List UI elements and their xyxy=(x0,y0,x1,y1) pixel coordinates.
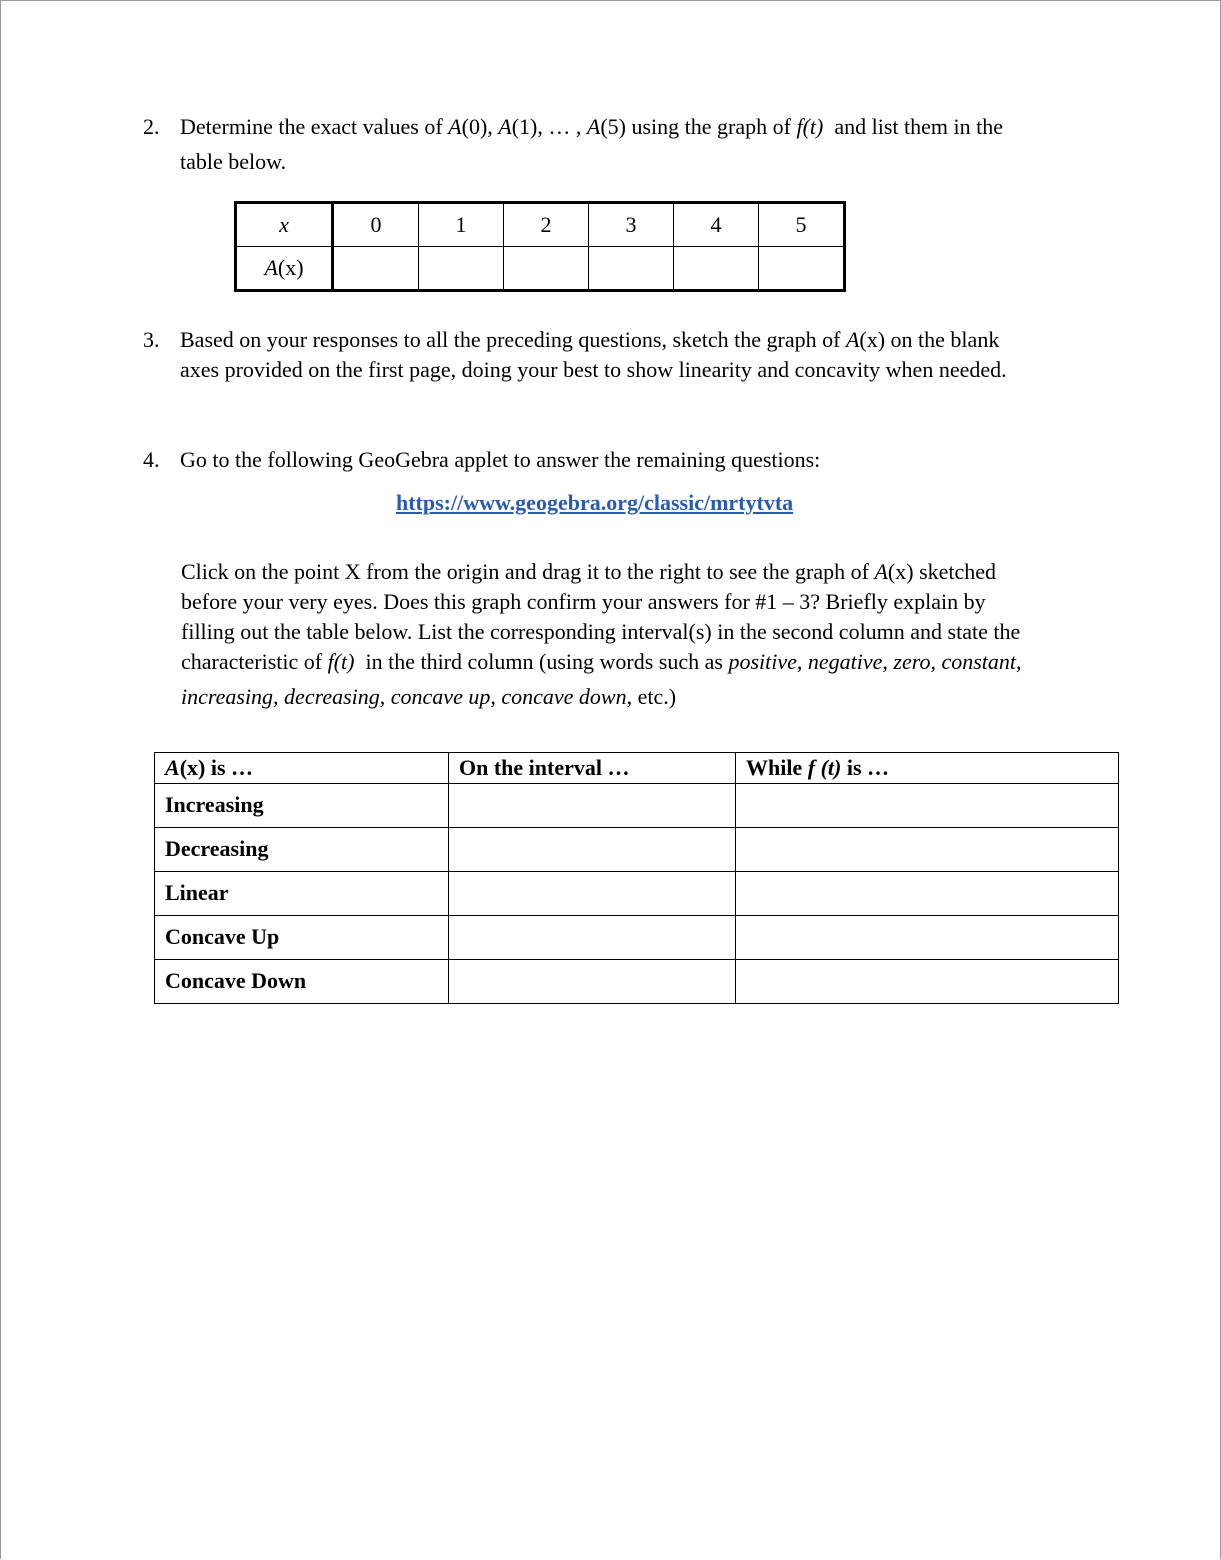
question-3-line2: axes provided on the first page, doing your best to show linearity and concavity when needed. xyxy=(180,357,1007,382)
table-row xyxy=(155,872,1119,916)
a-value-cell[interactable] xyxy=(333,247,419,291)
row-label-decreasing: Decreasing xyxy=(155,828,449,872)
header-while-f-is: While f (t) is … xyxy=(736,753,1119,784)
a-value-cell[interactable] xyxy=(674,247,759,291)
x-value: 5 xyxy=(759,203,845,247)
a-value-cell[interactable] xyxy=(504,247,589,291)
characteristic-cell[interactable] xyxy=(736,784,1119,828)
values-table-x-row xyxy=(236,203,845,247)
question-4-line1: Go to the following GeoGebra applet to answer the remaining questions: xyxy=(180,447,821,472)
x-value: 1 xyxy=(419,203,504,247)
characteristic-cell[interactable] xyxy=(736,828,1119,872)
question-2-number: 2. xyxy=(143,114,160,139)
table-row xyxy=(155,828,1119,872)
interval-cell[interactable] xyxy=(449,872,736,916)
characteristic-cell[interactable] xyxy=(736,916,1119,960)
x-value: 4 xyxy=(674,203,759,247)
values-table-a-row xyxy=(236,247,845,291)
paragraph-line1: Click on the point X from the origin and drag it to the right to see the graph of A(x) sketched xyxy=(181,559,997,584)
question-4-number: 4. xyxy=(143,447,160,472)
paragraph-line4: characteristic of f(t) in the third column (using words such as positive, negative, zero, constant, xyxy=(181,649,1022,674)
paragraph-line2: before your very eyes. Does this graph confirm your answers for #1 – 3? Briefly explain by xyxy=(181,589,986,614)
question-2-text-line2: table below. xyxy=(180,149,287,174)
row-label-concave-down: Concave Down xyxy=(155,960,449,1004)
row-label-concave-up: Concave Up xyxy=(155,916,449,960)
header-on-interval: On the interval … xyxy=(449,753,736,784)
characteristics-header-row xyxy=(155,753,1119,784)
table-row xyxy=(155,960,1119,1004)
values-table xyxy=(234,201,846,292)
interval-cell[interactable] xyxy=(449,916,736,960)
table-row xyxy=(155,784,1119,828)
paragraph-line3: filling out the table below. List the corresponding interval(s) in the second column and state the xyxy=(181,619,1021,644)
x-label: x xyxy=(236,203,333,247)
characteristic-cell[interactable] xyxy=(736,960,1119,1004)
characteristic-cell[interactable] xyxy=(736,872,1119,916)
question-3-line1: Based on your responses to all the preceding questions, sketch the graph of A(x) on the blank xyxy=(180,327,1000,352)
x-value: 0 xyxy=(333,203,419,247)
question-2-text: Determine the exact values of A(0), A(1), … , A(5) using the graph of f(t) and list them in the xyxy=(180,114,1004,139)
a-value-cell[interactable] xyxy=(419,247,504,291)
interval-cell[interactable] xyxy=(449,784,736,828)
question-3-number: 3. xyxy=(143,327,160,352)
paragraph-line5: increasing, decreasing, concave up, concave down, etc.) xyxy=(181,684,677,709)
a-value-cell[interactable] xyxy=(759,247,845,291)
table-row xyxy=(155,916,1119,960)
header-ax-is: A(x) is … xyxy=(155,753,449,784)
interval-cell[interactable] xyxy=(449,828,736,872)
x-value: 3 xyxy=(589,203,674,247)
row-label-linear: Linear xyxy=(155,872,449,916)
a-label: A(x) xyxy=(236,247,333,291)
characteristics-table xyxy=(154,752,1119,1004)
interval-cell[interactable] xyxy=(449,960,736,1004)
a-value-cell[interactable] xyxy=(589,247,674,291)
x-value: 2 xyxy=(504,203,589,247)
geogebra-link[interactable]: https://www.geogebra.org/classic/mrtytvta xyxy=(396,490,794,515)
row-label-increasing: Increasing xyxy=(155,784,449,828)
